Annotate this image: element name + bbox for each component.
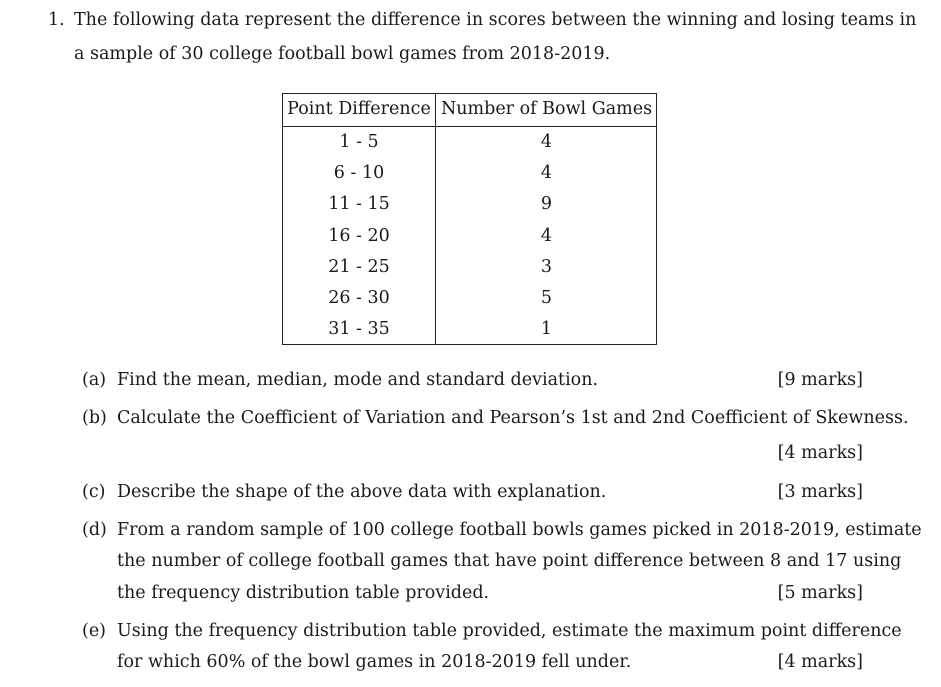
game-count-cell: 4 (540, 226, 553, 246)
part-c-marks: [3 marks] (777, 482, 863, 502)
table-row (283, 257, 656, 288)
part-d-text-line-2: the number of college football games that have point difference between 8 and 17 using (117, 551, 902, 571)
part-e-label: (e) (82, 621, 107, 641)
question-intro-line-1: The following data represent the difference in scores between the winning and losing teams in (74, 10, 917, 30)
frequency-table (282, 93, 657, 345)
part-a-label: (a) (82, 370, 107, 390)
question-number: 1. (48, 10, 65, 30)
table-header-point-difference: Point Difference (287, 99, 431, 119)
part-c-label: (c) (82, 482, 106, 502)
part-b-label: (b) (82, 408, 107, 428)
table-row (283, 319, 656, 350)
table-row (283, 288, 656, 319)
point-difference-cell: 31 - 35 (328, 319, 390, 339)
part-c-text: Describe the shape of the above data with explanation. (117, 482, 607, 502)
part-a-marks: [9 marks] (777, 370, 863, 390)
table-row (283, 163, 656, 194)
game-count-cell: 1 (540, 319, 553, 339)
point-difference-cell: 16 - 20 (328, 226, 390, 246)
game-count-cell: 9 (540, 194, 553, 214)
game-count-cell: 5 (540, 288, 553, 308)
point-difference-cell: 6 - 10 (333, 163, 385, 183)
game-count-cell: 4 (540, 132, 553, 152)
point-difference-cell: 26 - 30 (328, 288, 390, 308)
part-d-label: (d) (82, 520, 107, 540)
point-difference-cell: 1 - 5 (339, 132, 379, 152)
question-intro-line-2: a sample of 30 college football bowl games from 2018-2019. (74, 44, 611, 64)
point-difference-cell: 11 - 15 (328, 194, 390, 214)
part-d-marks: [5 marks] (777, 583, 863, 603)
table-header-divider (283, 126, 656, 127)
part-a-text: Find the mean, median, mode and standard deviation. (117, 370, 599, 390)
part-b-text: Calculate the Coefficient of Variation and Pearson’s 1st and 2nd Coefficient of Skewness. (117, 408, 909, 428)
point-difference-cell: 21 - 25 (328, 257, 390, 277)
part-b-marks: [4 marks] (777, 443, 863, 463)
game-count-cell: 3 (540, 257, 553, 277)
part-e-text-line-1: Using the frequency distribution table provided, estimate the maximum point difference (117, 621, 902, 641)
part-e-text-line-2: for which 60% of the bowl games in 2018-2019 fell under. (117, 652, 632, 672)
part-e-marks: [4 marks] (777, 652, 863, 672)
table-row (283, 226, 656, 257)
table-row (283, 194, 656, 225)
table-header-number-of-games: Number of Bowl Games (440, 99, 653, 119)
table-row (283, 132, 656, 163)
part-d-text-line-3: the frequency distribution table provided. (117, 583, 490, 603)
game-count-cell: 4 (540, 163, 553, 183)
part-d-text-line-1: From a random sample of 100 college football bowls games picked in 2018-2019, estimate (117, 520, 922, 540)
